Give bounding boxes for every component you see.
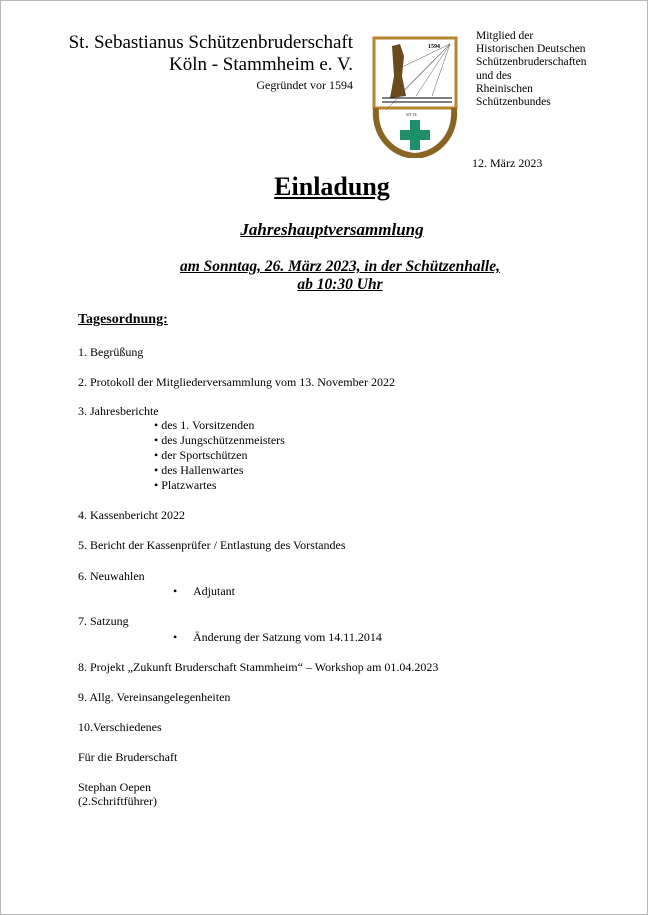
agenda-subitem: • des Hallenwartes [154,463,244,477]
membership-line: Schützenbruderschaften [476,56,587,69]
membership-line: Historischen Deutschen [476,43,586,56]
agenda-subitem: • Platzwartes [154,478,217,492]
agenda-subitem: • der Sportschützen [154,448,248,462]
agenda-subitem: Änderung der Satzung vom 14.11.2014 [193,630,382,644]
membership-line: Rheinischen [476,82,533,95]
org-name: St. Sebastianus Schützenbruderschaft [68,32,353,53]
org-location: Köln - Stammheim e. V. [168,54,353,75]
founded-note: Gegründet vor 1594 [256,78,353,92]
agenda-item: 9. Allg. Vereinsangelegenheiten [78,690,231,704]
agenda-item: 2. Protokoll der Mitgliederversammlung vom 13. November 2022 [78,375,395,389]
membership-note [476,30,616,109]
membership-line: Schützenbundes [476,96,551,109]
agenda-subitem: • des 1. Vorsitzenden [154,418,255,432]
club-crest-logo [372,36,458,158]
membership-line: und des [476,69,512,82]
agenda-item: 7. Satzung [78,614,129,628]
agenda-item: 8. Projekt „Zukunft Bruderschaft Stammheim“ – Workshop am 01.04.2023 [78,660,439,674]
membership-line: Mitglied der [476,30,534,42]
signer-role: (2.Schriftführer) [78,794,157,808]
letter-date: 12. März 2023 [472,156,543,170]
bullet: • [173,630,178,644]
signer-name: Stephan Oepen [78,780,151,794]
bullet: • [173,584,178,598]
agenda-subitem: Adjutant [193,584,235,598]
agenda-item: 5. Bericht der Kassenprüfer / Entlastung des Vorstandes [78,538,346,552]
closing: Für die Bruderschaft [78,750,178,764]
event-date-place: am Sonntag, 26. März 2023, in der Schützenhalle, [180,258,500,275]
agenda-heading: Tagesordnung: [78,312,168,327]
agenda-item: 1. Begrüßung [78,345,144,359]
agenda-item: 4. Kassenbericht 2022 [78,508,185,522]
event-details [0,258,648,294]
svg-text:SITTE: SITTE [406,112,417,117]
document-title: Einladung [274,172,390,201]
agenda-item: 10.Verschiedenes [78,720,162,734]
agenda-item: 3. Jahresberichte [78,404,159,418]
crest-year: 1594 [428,44,440,50]
event-time: ab 10:30 Uhr [297,276,383,293]
agenda-subitem: • des Jungschützenmeisters [154,433,285,447]
document-subtitle: Jahreshauptversammlung [240,220,424,239]
agenda-item: 6. Neuwahlen [78,569,145,583]
